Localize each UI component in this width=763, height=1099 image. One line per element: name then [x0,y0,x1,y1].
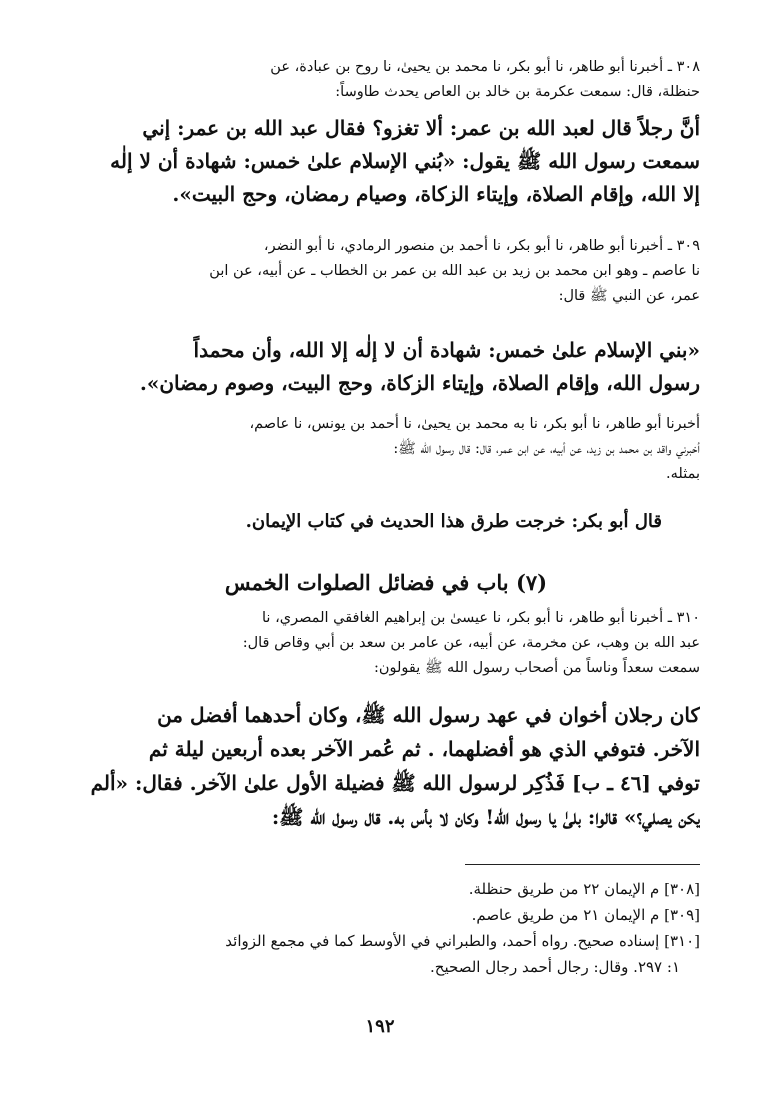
text-line: كان رجلان أخوان في عهد رسول الله ﷺ، وكان أحدهما أفضل من [157,703,700,727]
hadith-310-matn [72,698,700,834]
footnotes [72,876,700,980]
page-number: ١٩٢ [365,1016,395,1037]
footnote-line: [٣١٠] إسناده صحيح. رواه أحمد، والطبراني في الأوسط كما في مجمع الزوائد [225,932,700,950]
text-line: توفي [٤٦ ـ ب] فَذُكِر لرسول الله ﷺ فضيلة الأول علىٰ الآخر. فقال: «ألم [90,771,700,795]
footnote-line: [٣٠٩] م الإيمان ٢١ من طريق عاصم. [471,906,700,924]
text-line: يكن يصلي؟» قالوا: بلىٰ يا رسول الله! وكان لا بأس به. قال رسول الله ﷺ: [271,805,700,829]
text-line: حنظلة، قال: سمعت عكرمة بن خالد بن العاص يحدث طاوساً: [335,84,700,100]
text-line: رسول الله، وإقام الصلاة، وإيتاء الزكاة، وحج البيت، وصوم رمضان». [139,371,700,395]
footnote-divider [465,864,700,865]
text-line: قال أبو بكر: خرجت طرق هذا الحديث في كتاب الإيمان. [245,511,662,532]
text-line: الآخر. فتوفي الذي هو أفضلهما، . ثم عُمر الآخر بعده أربعين ليلة ثم [148,737,700,761]
text-line: بمثله. [666,466,700,482]
text-line: أخبرني واقد بن محمد بن زيد، عن أبيه، عن ابن عمر، قال: قال رسول الله ﷺ: [393,441,700,457]
text-line: ٣١٠ ـ أخبرنا أبو طاهر، نا أبو بكر، نا عيسىٰ بن إبراهيم الغافقي المصري، نا [262,610,700,626]
text-line: «بني الإسلام علىٰ خمس: شهادة أن لا إلٰه إلا الله، وأن محمداً [193,338,700,362]
hadith-310-isnad [72,606,700,681]
hadith-308-matn [72,112,700,211]
footnote-line: [٣٠٨] م الإيمان ٢٢ من طريق حنظلة. [468,880,700,898]
text-line: عمر، عن النبي ﷺ قال: [558,288,700,304]
author-comment [72,507,662,537]
hadith-309-second-isnad [72,412,700,487]
footnote-line: ١: ٢٩٧. وقال: رجال أحمد رجال الصحيح. [430,958,680,976]
text-line: نا عاصم ـ وهو ابن محمد بن زيد بن عبد الله بن عمر بن الخطاب ـ عن أبيه، عن ابن [209,263,700,279]
hadith-309-isnad [72,234,700,309]
text-line: ٣٠٩ ـ أخبرنا أبو طاهر، نا أبو بكر، نا أحمد بن منصور الرمادي، نا أبو النضر، [263,238,700,254]
text-line: سمعت سعداً وناساً من أصحاب رسول الله ﷺ يقولون: [373,660,700,676]
text-line: عبد الله بن وهب، عن مخرمة، عن أبيه، عن عامر بن سعد بن أبي وقاص قال: [242,635,700,651]
text-line: أخبرنا أبو طاهر، نا أبو بكر، نا به محمد بن يحيىٰ، نا أحمد بن يونس، نا عاصم، [249,416,700,432]
hadith-308-isnad [72,55,700,105]
hadith-309-matn [72,334,700,400]
chapter-heading: (٧) باب في فضائل الصلوات الخمس [224,570,548,595]
text-line: سمعت رسول الله ﷺ يقول: «بُني الإسلام علىٰ خمس: شهادة أن لا إلٰه [110,149,700,173]
text-line: أنَّ رجلاً قال لعبد الله بن عمر: ألا تغزو؟ فقال عبد الله بن عمر: إني [142,116,700,140]
text-line: إلا الله، وإقام الصلاة، وإيتاء الزكاة، وصيام رمضان، وحج البيت». [172,182,700,206]
text-line: ٣٠٨ ـ أخبرنا أبو طاهر، نا أبو بكر، نا محمد بن يحيىٰ، نا روح بن عبادة، عن [270,59,700,75]
